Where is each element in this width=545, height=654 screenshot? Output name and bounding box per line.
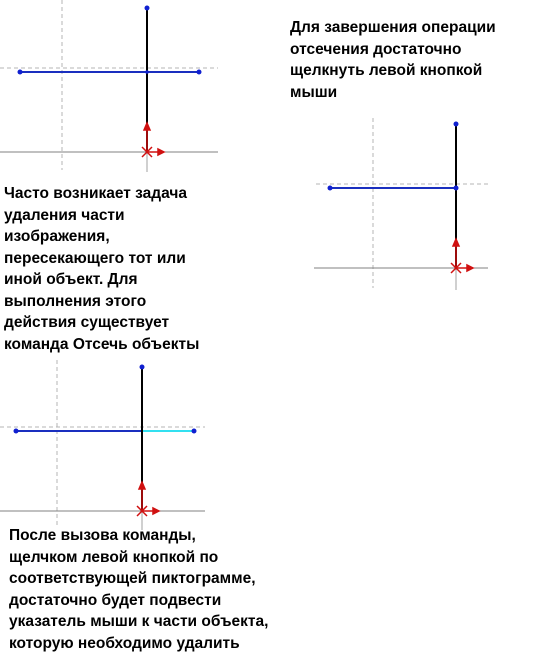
caption-line: Для завершения операции — [290, 17, 496, 39]
caption-line: После вызова команды, — [9, 525, 268, 547]
caption-line: изображения, — [4, 226, 199, 248]
caption-line: мыши — [290, 82, 496, 104]
caption-line: иной объект. Для — [4, 269, 199, 291]
endpoint-marker — [192, 429, 197, 434]
caption-line: пересекающего тот или — [4, 248, 199, 270]
endpoint-marker — [140, 365, 145, 370]
caption-line: Часто возникает задача — [4, 183, 199, 205]
caption-line: команда Отсечь объекты — [4, 334, 199, 356]
caption-finish-trim — [290, 17, 496, 103]
caption-line: указатель мыши к части объекта, — [9, 611, 268, 633]
caption-line: соответствующей пиктограмме, — [9, 568, 268, 590]
caption-command-usage — [9, 525, 268, 654]
caption-line: действия существует — [4, 312, 199, 334]
caption-line: выполнения этого — [4, 291, 199, 313]
caption-task-intro — [4, 183, 199, 355]
caption-line: отсечения достаточно — [290, 39, 496, 61]
caption-line: которую необходимо удалить — [9, 633, 268, 654]
endpoint-marker — [14, 429, 19, 434]
caption-line: щелчком левой кнопкой по — [9, 547, 268, 569]
caption-line: удаления части — [4, 205, 199, 227]
caption-line: щелкнуть левой кнопкой — [290, 60, 496, 82]
caption-line: достаточно будет подвести — [9, 590, 268, 612]
